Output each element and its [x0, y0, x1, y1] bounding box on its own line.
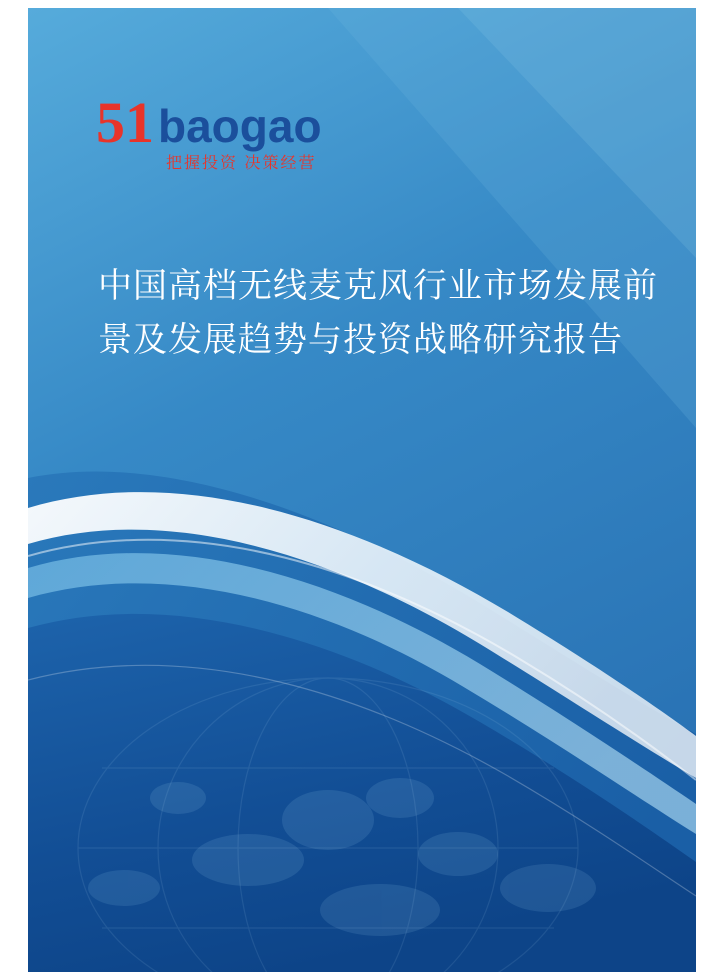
svg-text:51: 51 — [96, 90, 154, 155]
page-title — [98, 259, 658, 367]
logo-icon — [96, 90, 396, 180]
title-line-2: 景及发展趋势与投资战略研究报告 — [98, 320, 623, 359]
brand-logo — [96, 90, 396, 180]
svg-text:baogao: baogao — [158, 100, 322, 152]
title-line-1: 中国高档无线麦克风行业市场发展前 — [98, 266, 658, 305]
svg-text:把握投资 决策经营: 把握投资 决策经营 — [166, 155, 317, 172]
report-cover — [28, 8, 696, 972]
